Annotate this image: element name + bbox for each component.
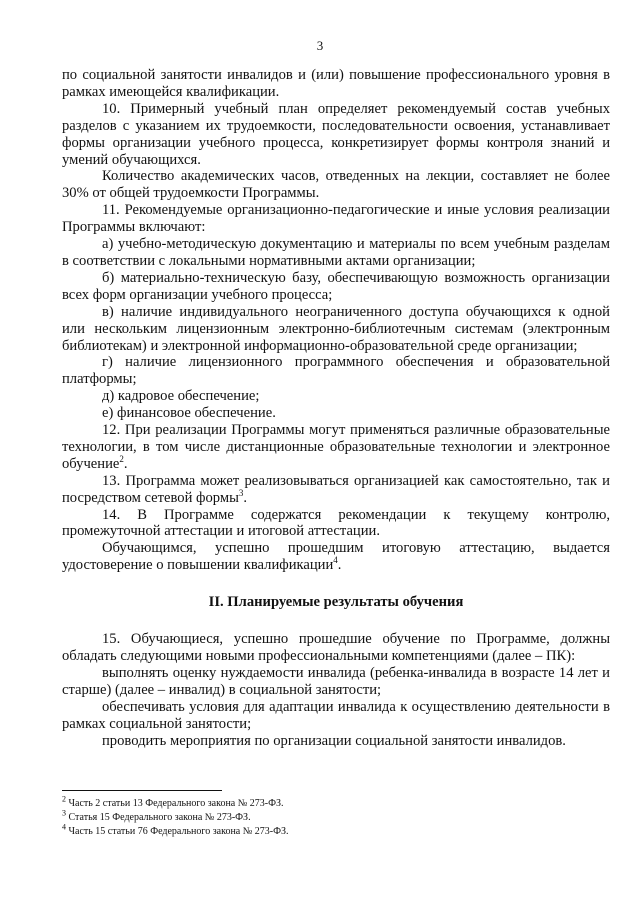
- list-item-v: в) наличие индивидуального неограниченного доступа обучающихся к одной или нескольким лицензионным электронно-библиотечным системам (электронным библиотекам) и электронной информационно-образовательной среде организации;: [62, 303, 610, 354]
- document-body: [62, 67, 610, 749]
- paragraph-14: 14. В Программе содержатся рекомендации к текущему контролю, промежуточной аттестации и итоговой аттестации.: [62, 506, 610, 540]
- footnote-divider: [62, 790, 222, 791]
- paragraph-13-end: .: [243, 489, 248, 506]
- list-item-a: а) учебно-методическую документацию и материалы по всем учебным разделам в соответствии с локальными нормативными актами организации;: [62, 236, 610, 269]
- footnote-ref-2[interactable]: 2: [119, 453, 124, 464]
- list-item-d: д) кадровое обеспечение;: [102, 388, 260, 405]
- paragraph-certificate: [62, 540, 610, 574]
- paragraph-12-end: .: [123, 455, 128, 472]
- paragraph-continuation: по социальной занятости инвалидов и (или) повышение профессионального уровня в рамках имеющейся квалификации.: [62, 67, 610, 100]
- list-item-b: б) материально-техническую базу, обеспечивающую возможность организации всех форм организации учебного процесса;: [62, 269, 610, 303]
- footnote-3: [62, 808, 610, 825]
- paragraph-12: [62, 422, 610, 473]
- footnote-marker: 4: [62, 822, 66, 832]
- footnote-marker: 3: [62, 808, 66, 818]
- list-item-e: е) финансовое обеспечение.: [102, 405, 276, 422]
- competency-3: проводить мероприятия по организации социальной занятости инвалидов.: [102, 732, 566, 749]
- footnotes: [62, 794, 610, 839]
- page-number: 3: [316, 38, 324, 53]
- competency-2: обеспечивать условия для адаптации инвалида к осуществлению деятельности в рамках социальной занятости;: [62, 698, 610, 732]
- paragraph-11: 11. Рекомендуемые организационно-педагогические и иные условия реализации Программы включают:: [62, 202, 610, 236]
- paragraph-15: 15. Обучающиеся, успешно прошедшие обучение по Программе, должны обладать следующими новыми профессиональными компетенциями (далее – ПК):: [62, 631, 610, 664]
- list-item-g: г) наличие лицензионного программного обеспечения и образовательной платформы;: [62, 354, 610, 388]
- footnote-marker: 2: [62, 794, 66, 804]
- footnote-text: Статья 15 Федерального закона № 273-ФЗ.: [68, 812, 251, 823]
- footnote-2: [62, 794, 610, 811]
- paragraph-13: [62, 473, 610, 507]
- footnote-text: Часть 15 статьи 76 Федерального закона № 273-ФЗ.: [68, 826, 289, 837]
- paragraph-10: 10. Примерный учебный план определяет рекомендуемый состав учебных разделов с указанием их трудоемкости, последовательности освоения, устанавливает формы организации учебного процесса, конкретизирует формы контроля знаний и умений обучающихся.: [62, 100, 610, 168]
- paragraph-certificate-end: .: [337, 557, 342, 574]
- paragraph-12-text: 12. При реализации Программы могут применяться различные образовательные технологии, в том числе дистанционные образовательные технологии и электронное обучение: [62, 422, 610, 472]
- paragraph-13-text: 13. Программа может реализовываться организацией как самостоятельно, так и посредством сетевой формы: [62, 472, 610, 506]
- footnote-4: [62, 822, 610, 839]
- footnote-text: Часть 2 статьи 13 Федерального закона № 273-ФЗ.: [68, 798, 284, 809]
- footnote-ref-3[interactable]: 3: [238, 487, 244, 498]
- section-heading: II. Планируемые результаты обучения: [208, 594, 464, 611]
- paragraph-certificate-text: Обучающимся, успешно прошедшим итоговую аттестацию, выдается удостоверение о повышении квалификации: [62, 540, 610, 574]
- competency-1: выполнять оценку нуждаемости инвалида (ребенка-инвалида в возрасте 14 лет и старше) (далее – инвалид) в социальной занятости;: [62, 664, 610, 698]
- footnote-ref-4[interactable]: 4: [333, 555, 338, 566]
- paragraph-lecture-hours: Количество академических часов, отведенных на лекции, составляет не более 30% от общей трудоемкости Программы.: [62, 168, 610, 202]
